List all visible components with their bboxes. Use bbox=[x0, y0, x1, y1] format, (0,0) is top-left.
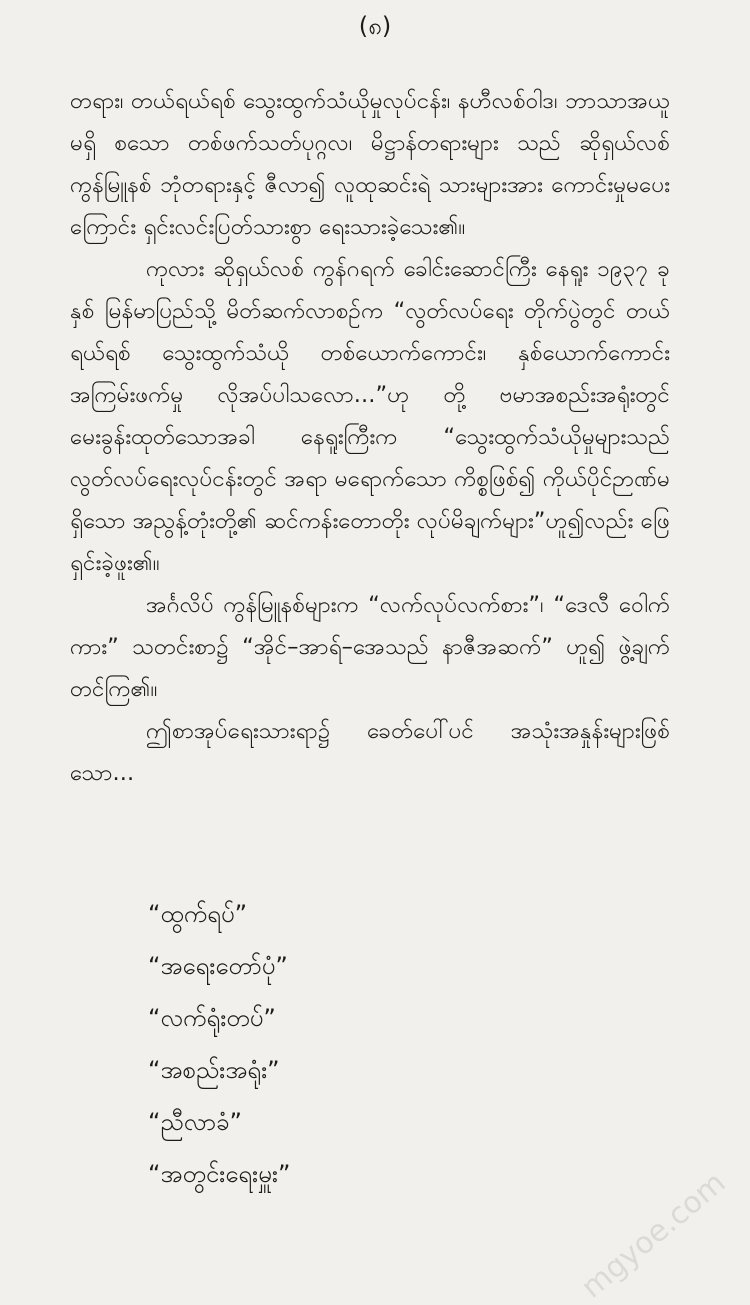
quoted-term: “လက်ရုံးတပ်” bbox=[148, 1004, 276, 1032]
quoted-term: “ထွက်ရပ်” bbox=[148, 900, 248, 928]
paragraph: တရား၊ တယ်ရယ်ရစ် သွေးထွက်သံယိုမှုလုပ်ငန်း၊ နဟီလစ်ဝါဒ၊ ဘာသာအယူမရှိ စသော တစ်ဖက်သတ်ပုဂ္ဂလ၊ မိဋ္ဌာန်တရားများ သည် ဆိုရှယ်လစ် ကွန်မြူနစ် ဘုံတရားနှင့် ဇီလာ၍ လူထုဆင်းရဲ သားများအား ကောင်းမှုမပေးကြောင်း ရှင်းလင်းပြတ်သားစွာ ရေးသားခဲ့သေး၏။ bbox=[70, 88, 670, 240]
quoted-terms-list bbox=[148, 888, 290, 1200]
paragraph: ဤစာအုပ်ရေးသားရာ၌ ခေတ်ပေါ်ပင် အသုံးအနှုန်းများဖြစ် သော... bbox=[70, 718, 670, 786]
quoted-term: “အတွင်းရေးမှူး” bbox=[148, 1160, 291, 1188]
quoted-term: “အစည်းအရုံး” bbox=[148, 1056, 280, 1084]
body-text bbox=[70, 80, 670, 794]
quoted-term: “ညီလာခံ” bbox=[148, 1108, 242, 1136]
page-number: (၈) bbox=[358, 12, 392, 40]
paragraph: အင်္ဂလိပ် ကွန်မြူနစ်များက “လက်လုပ်လက်စား”၊ “ဒေလီ ဝေါက်ကား” သတင်းစာ၌ “အိုင်–အာရ်–အေသည် နာဇီအဆက်” ဟူ၍ ဖွဲ့ချက်တင်ကြ၏။ bbox=[70, 592, 670, 702]
paragraph: ကုလား ဆိုရှယ်လစ် ကွန်ဂရက် ခေါင်းဆောင်ကြီး နေရူး ၁၉၃၇ ခုနှစ် မြန်မာပြည်သို့ မိတ်ဆက်လာစဉ်က “လွတ်လပ်ရေး တိုက်ပွဲတွင် တယ်ရယ်ရစ် သွေးထွက်သံယို တစ်ယောက်ကောင်း၊ နှစ်ယောက်ကောင်း အကြမ်းဖက်မှု လိုအပ်ပါသလော...”ဟု တို့ ဗမာအစည်းအရုံးတွင် မေးခွန်းထုတ်သောအခါ နေရူးကြီးက “သွေးထွက်သံယိုမှုများသည် လွတ်လပ်ရေးလုပ်ငန်းတွင် အရာ မရောက်သော ကိစ္စဖြစ်၍ ကိုယ်ပိုင်ဉာဏ်မရှိသော အညွန့်တုံးတို့၏ ဆင်ကန်းတောတိုး လုပ်မိချက်များ”ဟူ၍လည်း ဖြေရှင်းခဲ့ဖူး၏။ bbox=[70, 256, 670, 576]
watermark: mgyoe.com bbox=[574, 1165, 732, 1305]
quoted-term: “အရေးတော်ပုံ” bbox=[148, 952, 288, 980]
